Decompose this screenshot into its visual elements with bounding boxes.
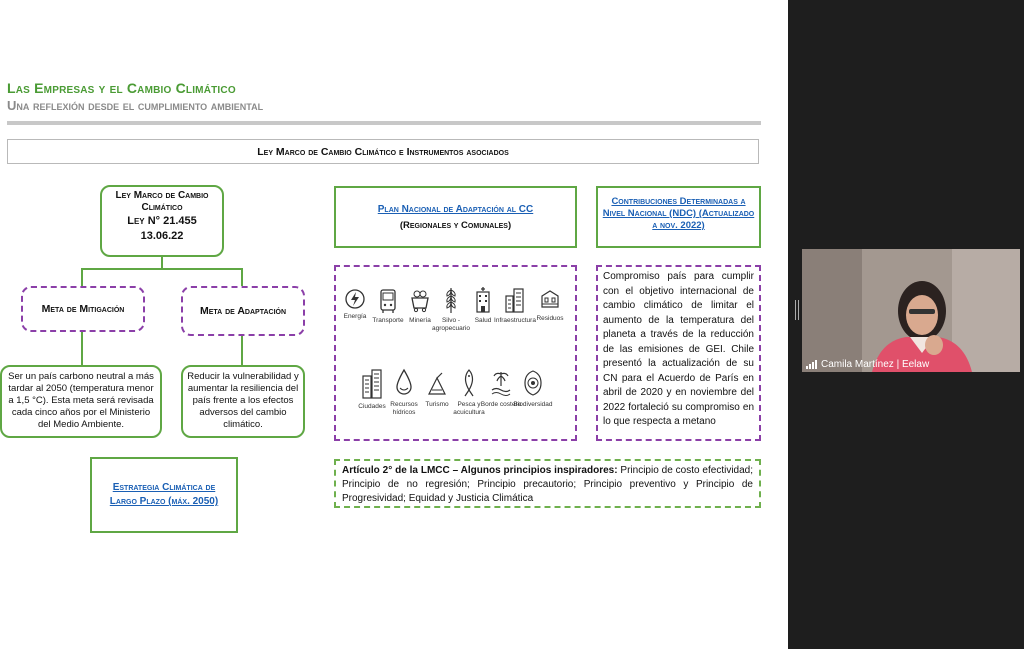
sector-residuos: Residuos <box>525 288 575 323</box>
connector <box>81 332 83 365</box>
connector <box>241 336 243 365</box>
sector-energia: Energía <box>330 288 380 321</box>
sector-borde-costero: Borde costero <box>476 368 526 409</box>
slide-subtitle: Una reflexión desde el cumplimiento ambiental <box>7 98 264 113</box>
strategy-link[interactable]: Estrategia Climática de Largo Plazo (máx. 2050) <box>109 482 219 507</box>
ndc-box <box>596 186 761 248</box>
sector-recursos-hidricos: Recursos hídricos <box>379 368 429 417</box>
sector-ciudades: Ciudades <box>347 368 397 411</box>
mitigation-description: Ser un país carbono neutral a más tardar al 2050 (temperatura menor a 1,5 °C). Esta meta será revisada cada cinco años por el Ministerio del Medio Ambiente. <box>8 371 154 430</box>
ndc-description: Compromiso país para cumplir con el objetivo internacional de cambio climático de limitar el aumento de la temperatura del planeta a través de la reducción de las emisiones de GEI. Chile presentó la actualización de su CN para el Acuerdo de París en abril de 2020 y en noviembre del 2022 fortaleció su compromiso en lo que respecta a metano <box>603 271 754 427</box>
principles-lead: Artículo 2° de la LMCC – Algunos principios inspiradores: <box>342 465 618 476</box>
biodiversity-icon <box>521 368 545 398</box>
principles-text: Principio de costo efectividad; Principio de no regresión; Principio precautorio; Principio preventivo y Principio de Progresividad; Equidad y Justicia Climática <box>342 465 754 504</box>
sector-infraestructura: Infraestructura <box>490 286 540 325</box>
adaptation-description: Reducir la vulnerabilidad y aumentar la resiliencia del país frente a los efectos adversos del cambio climático. <box>187 371 299 430</box>
connector <box>81 268 243 270</box>
slide-title: Las Empresas y el Cambio Climático <box>7 80 236 96</box>
sector-turismo: Turismo <box>412 370 462 409</box>
law-number: Ley N° 21.455 <box>127 215 197 227</box>
waste-icon <box>539 288 561 312</box>
sector-pesca: Pesca y acuicultura <box>444 368 494 417</box>
sector-salud: Salud <box>458 286 508 325</box>
water-drop-icon <box>394 368 414 398</box>
section-header-box <box>7 139 759 164</box>
participant-name-label <box>806 359 929 370</box>
sector-biodiversidad: Biodiversidad <box>508 368 558 409</box>
adaptation-plan-link[interactable]: Plan Nacional de Adaptación al CC <box>377 204 534 215</box>
ndc-link[interactable]: Contribuciones Determinadas a Nivel Nacional (NDC) (Actualizado a nov. 2022) <box>602 196 755 231</box>
adaptation-goal-box <box>181 286 305 336</box>
law-box <box>100 185 224 257</box>
connector <box>81 268 83 286</box>
mitigation-description-box <box>0 365 162 438</box>
sector-mineria: Minería <box>395 288 445 325</box>
wheat-icon <box>443 284 459 314</box>
adaptation-plan-box <box>334 186 577 248</box>
signal-strength-icon <box>806 360 817 369</box>
mitigation-goal-label: Meta de Mitigación <box>41 303 125 315</box>
participant-video-tile[interactable] <box>802 249 1020 372</box>
connector <box>241 268 243 286</box>
law-title: Ley Marco de Cambio Climático <box>115 190 209 213</box>
adaptation-plan-subtitle: (Regionales y Comunales) <box>399 220 512 231</box>
adaptation-description-box <box>181 365 305 438</box>
title-divider <box>7 121 761 125</box>
adaptation-goal-label: Meta de Adaptación <box>199 305 287 317</box>
sector-silvoagropecuario: Silvo - agropecuario <box>426 284 476 333</box>
law-date: 13.06.22 <box>140 230 184 242</box>
panel-splitter-handle[interactable] <box>795 300 799 320</box>
mitigation-goal-box <box>21 286 145 332</box>
section-header-text: Ley Marco de Cambio Climático e Instrumentos asociados <box>257 145 509 158</box>
strategy-box <box>90 457 238 533</box>
lightning-icon <box>345 288 365 310</box>
sector-transporte: Transporte <box>363 288 413 325</box>
buildings-icon <box>504 286 526 314</box>
principles-box <box>334 459 761 508</box>
participant-name: Camila Martínez | Eelaw <box>821 359 930 370</box>
participant-video-image <box>802 249 1020 372</box>
ndc-description-box <box>596 265 761 441</box>
